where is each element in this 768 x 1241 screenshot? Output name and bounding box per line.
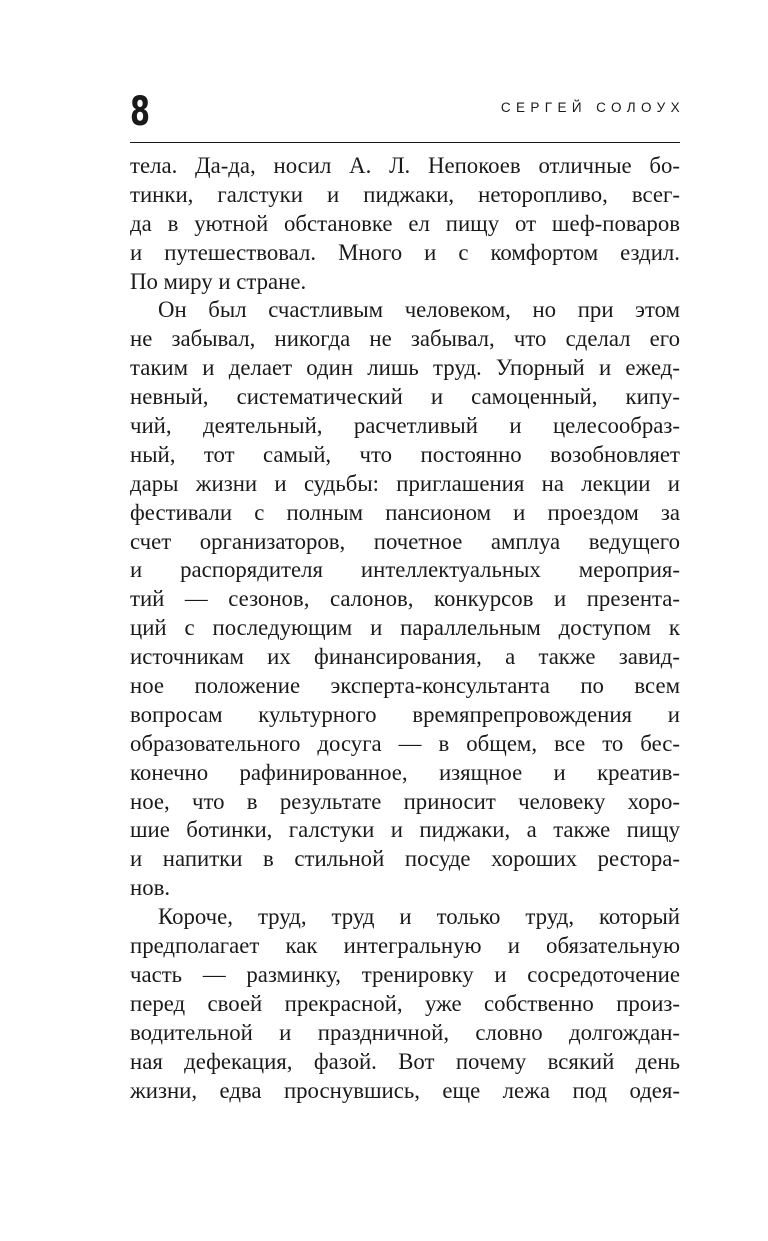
text-line: По миру и стране. xyxy=(130,268,307,294)
text-line: шие ботинки, галстуки и пиджаки, а также пищу xyxy=(130,817,680,843)
text-line: жизни, едва проснувшись, еще лежа под одея- xyxy=(130,1077,680,1103)
text-line: конечно рафинированное, изящное и креатив- xyxy=(130,759,680,785)
text-line: фестивали с полным пансионом и проездом за xyxy=(130,499,680,525)
text-line: образовательного досуга — в общем, все то бес- xyxy=(130,730,680,756)
page-number: 8 xyxy=(130,89,151,135)
text-line: водительной и праздничной, словно долгождан- xyxy=(130,1019,680,1045)
body-text xyxy=(130,152,680,1105)
text-line: таким и делает один лишь труд. Упорный и ежед- xyxy=(130,355,680,381)
page-header xyxy=(130,80,685,143)
text-line: вопросам культурного времяпрепровождения и xyxy=(130,701,680,727)
text-line: счет организаторов, почетное амплуа ведущего xyxy=(130,528,680,554)
text-line: чий, деятельный, расчетливый и целесообраз- xyxy=(130,413,680,439)
text-line: нов. xyxy=(130,875,171,901)
text-line: и распорядителя интеллектуальных мероприя- xyxy=(130,557,680,583)
text-line: ное, что в результате приносит человеку хоро- xyxy=(130,788,680,814)
text-line: дары жизни и судьбы: приглашения на лекции и xyxy=(130,470,680,496)
text-line: ный, тот самый, что постоянно возобновляет xyxy=(130,441,680,467)
text-line: источникам их финансирования, а также завид- xyxy=(130,644,680,670)
text-line: предполагает как интегральную и обязательную xyxy=(130,933,680,959)
text-line: да в уютной обстановке ел пищу от шеф-поваров xyxy=(130,210,680,236)
text-line: невный, систематический и самоценный, кипу- xyxy=(130,384,680,410)
text-line: не забывал, никогда не забывал, что сделал его xyxy=(130,326,680,352)
text-line: ное положение эксперта-консультанта по всем xyxy=(130,673,680,699)
text-line: тела. Да-да, носил А. Л. Непокоев отличные бо- xyxy=(130,153,680,178)
text-line: Он был счастливым человеком, но при этом xyxy=(158,297,680,323)
text-line: тий — сезонов, салонов, конкурсов и презента- xyxy=(130,586,680,612)
running-head-author: СЕРГЕЙ СОЛОУХ xyxy=(500,100,685,115)
text-line: и путешествовал. Много и с комфортом ездил. xyxy=(130,239,680,265)
text-line: часть — разминку, тренировку и сосредоточение xyxy=(130,961,680,987)
text-line: ций с последующим и параллельным доступом к xyxy=(130,615,680,641)
text-line: тинки, галстуки и пиджаки, неторопливо, всег- xyxy=(130,181,680,207)
text-line: Короче, труд, труд и только труд, который xyxy=(158,904,680,930)
text-line: и напитки в стильной посуде хороших рестора- xyxy=(130,846,680,872)
text-line: ная дефекация, фазой. Вот почему всякий день xyxy=(130,1048,680,1074)
text-line: перед своей прекрасной, уже собственно произ- xyxy=(130,990,680,1016)
